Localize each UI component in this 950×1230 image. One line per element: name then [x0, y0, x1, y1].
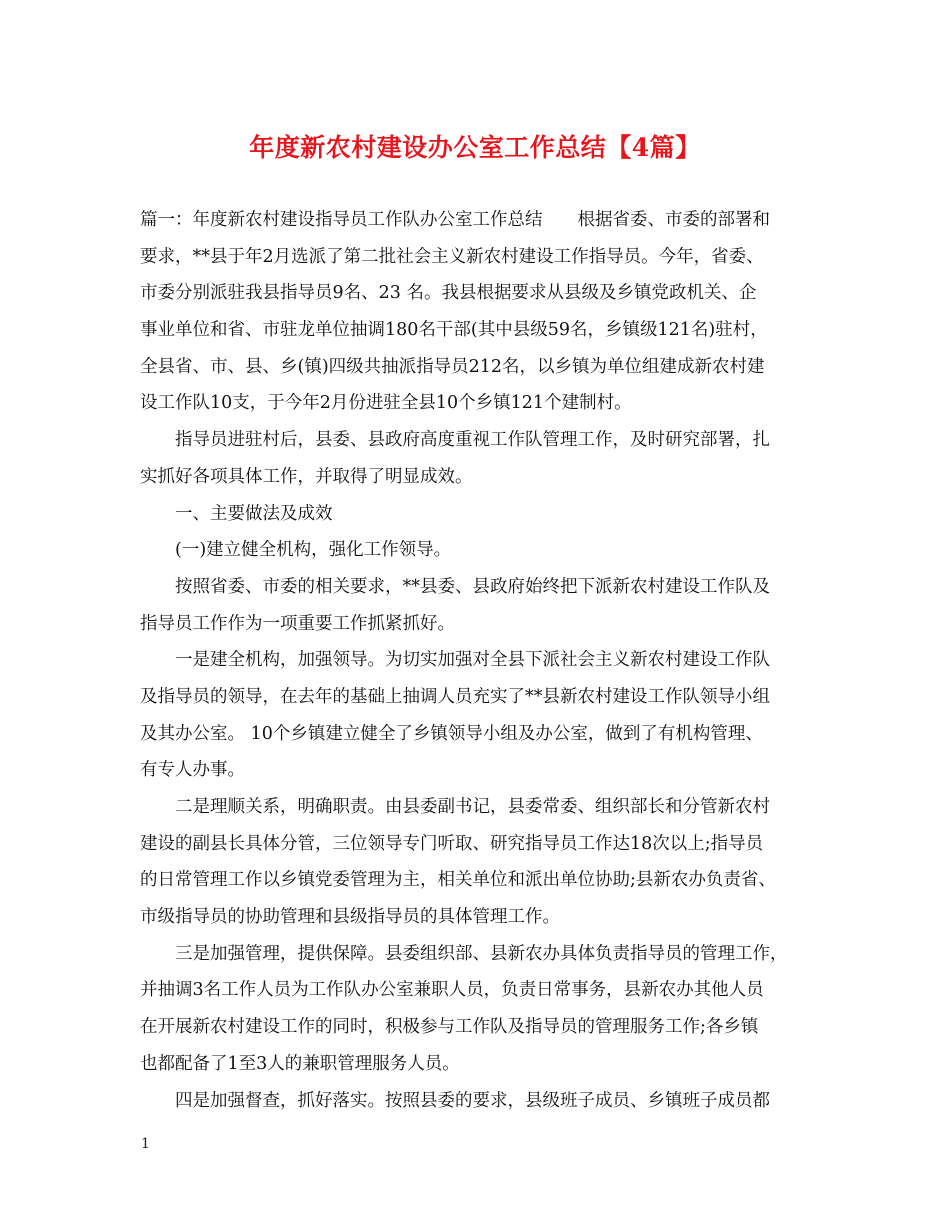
- body-line: 市委分别派驻我县指导员9名、23 名。我县根据要求从县级及乡镇党政机关、企: [140, 283, 757, 304]
- document-body: [140, 202, 822, 1119]
- body-line: 及其办公室。 10个乡镇建立健全了乡镇领导小组及办公室，做到了有机构管理、: [140, 723, 763, 744]
- body-line: 设工作队10支，于今年2月份进驻全县10个乡镇121个建制村。: [140, 393, 632, 414]
- body-line: 指导员进驻村后，县委、县政府高度重视工作队管理工作，及时研究部署，扎: [175, 430, 770, 451]
- body-line: 有专人办事。: [140, 760, 245, 781]
- body-line: 建设的副县长具体分管，三位领导专门听取、研究指导员工作达18次以上;指导员: [140, 833, 764, 854]
- body-line: 市级指导员的协助管理和县级指导员的具体管理工作。: [140, 907, 560, 928]
- body-line: 篇一：年度新农村建设指导员工作队办公室工作总结 根据省委、市委的部署和: [140, 210, 770, 230]
- body-line: 一是建全机构，加强领导。为切实加强对全县下派社会主义新农村建设工作队: [175, 650, 770, 671]
- body-line: 全县省、市、县、乡(镇)四级共抽派指导员212名，以乡镇为单位组建成新农村建: [140, 356, 765, 377]
- page-number: 1: [141, 1136, 150, 1152]
- body-line: 并抽调3名工作人员为工作队办公室兼职人员，负责日常事务，县新农办其他人员: [140, 980, 764, 1001]
- body-line: 也都配备了1至3人的兼职管理服务人员。: [140, 1053, 460, 1074]
- body-line: 在开展新农村建设工作的同时，积极参与工作队及指导员的管理服务工作;各乡镇: [140, 1017, 759, 1038]
- body-line: 三是加强管理，提供保障。县委组织部、县新农办具体负责指导员的管理工作，: [175, 943, 788, 964]
- body-line: 的日常管理工作以乡镇党委管理为主，相关单位和派出单位协助;县新农办负责省、: [140, 870, 776, 891]
- body-line: 四是加强督查，抓好落实。按照县委的要求，县级班子成员、乡镇班子成员都: [175, 1090, 770, 1111]
- body-line: 事业单位和省、市驻龙单位抽调180名干部(其中县级59名，乡镇级121名)驻村，: [140, 320, 768, 341]
- body-line: 指导员工作作为一项重要工作抓紧抓好。: [140, 613, 455, 634]
- body-line: 及指导员的领导，在去年的基础上抽调人员充实了**县新农村建设工作队领导小组: [140, 686, 770, 707]
- body-line: 实抓好各项具体工作，并取得了明显成效。: [140, 466, 473, 487]
- section-heading: 一、主要做法及成效: [175, 503, 333, 524]
- body-line: 要求，**县于年2月选派了第二批社会主义新农村建设工作指导员。今年，省委、: [140, 246, 764, 267]
- body-line: 按照省委、市委的相关要求，**县委、县政府始终把下派新农村建设工作队及: [175, 576, 770, 597]
- document-title: 年度新农村建设办公室工作总结【4篇】: [249, 133, 701, 162]
- body-line: 二是理顺关系，明确职责。由县委副书记，县委常委、组织部长和分管新农村: [175, 797, 770, 817]
- subsection-heading: (一)建立健全机构，强化工作领导。: [175, 540, 452, 561]
